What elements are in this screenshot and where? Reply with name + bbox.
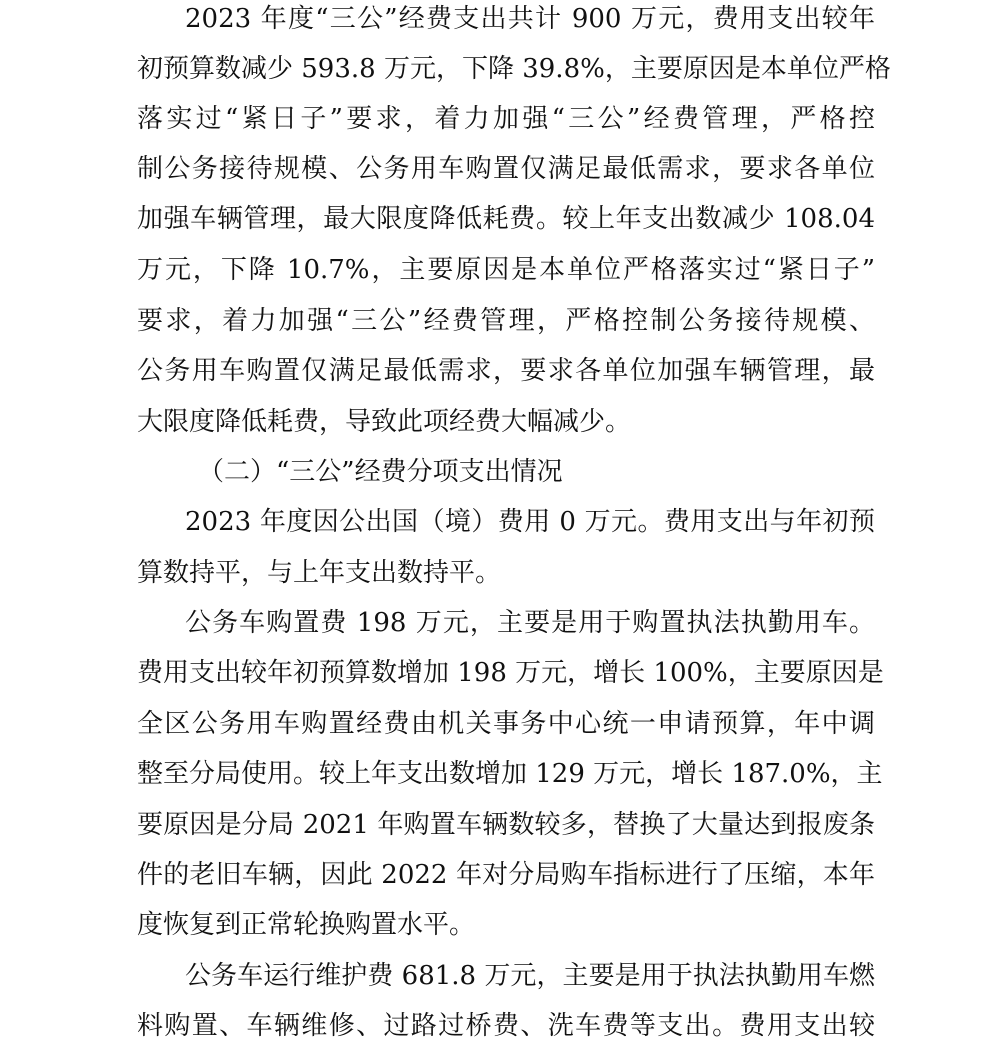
text-line: 费用支出较年初预算数增加 198 万元，增长 100%，主要原因是 [137,658,884,688]
text-line: 全区公务用车购置经费由机关事务中心统一申请预算，年中调 [137,709,875,739]
text-line: 落实过“紧日子”要求，着力加强“三公”经费管理，严格控 [137,104,875,134]
text-line: 要原因是分局 2021 年购置车辆数较多，替换了大量达到报废条 [137,810,875,840]
text-line: 公务用车购置仅满足最低需求，要求各单位加强车辆管理，最 [137,356,875,386]
text-line: 料购置、车辆维修、过路过桥费、洗车费等支出。费用支出较 [137,1011,875,1041]
text-line: 整至分局使用。较上年支出数增加 129 万元，增长 187.0%，主 [137,759,883,789]
text-line: 要求，着力加强“三公”经费管理，严格控制公务接待规模、 [137,306,875,336]
text-line: 公务车运行维护费 681.8 万元，主要是用于执法执勤用车燃 [185,961,875,991]
text-line: 初预算数减少 593.8 万元，下降 39.8%，主要原因是本单位严格 [137,54,891,84]
text-line: 公务车购置费 198 万元，主要是用于购置执法执勤用车。 [185,608,875,638]
text-line: 2023 年度因公出国（境）费用 0 万元。费用支出与年初预 [185,507,875,537]
text-line: 算数持平，与上年支出数持平。 [137,558,502,588]
text-line: 件的老旧车辆，因此 2022 年对分局购车指标进行了压缩，本年 [137,860,875,890]
text-line: 万元，下降 10.7%，主要原因是本单位严格落实过“紧日子” [137,255,875,285]
text-line: 度恢复到正常轮换购置水平。 [137,910,476,940]
section-heading: （二）“三公”经费分项支出情况 [198,457,563,487]
text-line: 制公务接待规模、公务用车购置仅满足最低需求，要求各单位 [137,154,875,184]
text-line: 大限度降低耗费，导致此项经费大幅减少。 [137,407,632,437]
text-line: 加强车辆管理，最大限度降低耗费。较上年支出数减少 108.04 [137,204,875,234]
text-line: 2023 年度“三公”经费支出共计 900 万元，费用支出较年 [185,4,875,34]
